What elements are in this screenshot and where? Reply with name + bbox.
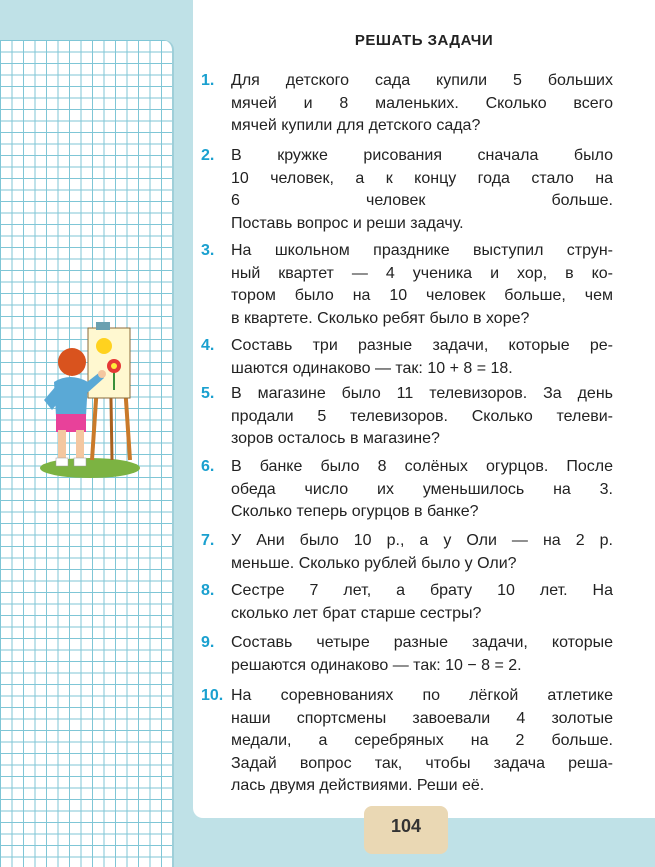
textbook-page	[193, 0, 655, 818]
task-number: 7.	[201, 532, 215, 549]
task-number: 1.	[201, 72, 215, 89]
task-line: В кружке рисования сначала было	[231, 147, 613, 164]
task-number: 2.	[201, 147, 215, 164]
task-line: мячей и 8 маленьких. Сколько всего	[231, 94, 613, 112]
task-line: ный квартет — 4 ученика и хор, в ко-	[231, 264, 613, 282]
page-title: РЕШАТЬ ЗАДАЧИ	[354, 32, 494, 49]
task-line: Поставь вопрос и реши задачу.	[231, 214, 464, 232]
task-line: 6 человек больше.	[231, 192, 613, 209]
task-line: Сколько теперь огурцов в банке?	[231, 503, 479, 520]
task-line: наши спортсмены завоевали 4 золотые	[231, 709, 613, 727]
task-line: зоров осталось в магазине?	[231, 430, 440, 447]
task-text	[231, 70, 613, 138]
task-number: 3.	[201, 242, 215, 259]
page-number-tab	[364, 806, 448, 854]
task-line: меньше. Сколько рублей было у Оли?	[231, 554, 517, 572]
task-line: продали 5 телевизоров. Сколько телеви-	[231, 407, 613, 425]
task-line: сколько лет брат старше сестры?	[231, 604, 482, 622]
task-number: 8.	[201, 582, 215, 599]
task-text	[231, 685, 613, 798]
task-line: На школьном празднике выступил струн-	[231, 242, 613, 259]
task-line: в квартете. Сколько ребят было в хоре?	[231, 309, 530, 327]
task-text	[231, 383, 613, 451]
task-text	[231, 580, 613, 625]
task-line: мячей купили для детского сада?	[231, 117, 481, 134]
task-line: Задай вопрос так, чтобы задача реша-	[231, 754, 613, 772]
task-line: решаются одинаково — так: 10 − 8 = 2.	[231, 656, 522, 674]
task-number: 10.	[201, 687, 224, 704]
task-number: 9.	[201, 634, 215, 651]
task-text	[231, 530, 613, 575]
task-text	[231, 632, 613, 677]
task-line: В банке было 8 солёных огурцов. После	[231, 458, 613, 475]
task-text	[231, 335, 613, 380]
task-number: 5.	[201, 385, 215, 402]
task-text	[231, 240, 613, 330]
task-line: На соревнованиях по лёгкой атлетике	[231, 687, 613, 704]
task-text	[231, 456, 613, 524]
task-line: тором было на 10 человек больше, чем	[231, 287, 613, 304]
task-line: обеда число их уменьшилось на 3.	[231, 480, 613, 498]
task-line: медали, а серебряных на 2 больше.	[231, 732, 613, 749]
task-line: Сестре 7 лет, а брату 10 лет. На	[231, 582, 613, 599]
grid-paper	[0, 40, 172, 867]
task-line: Для детского сада купили 5 больших	[231, 72, 613, 89]
task-text	[231, 145, 613, 235]
task-line: 10 человек, а к концу года стало на	[231, 169, 613, 187]
task-number: 4.	[201, 337, 215, 354]
grass-shape	[40, 458, 140, 478]
boy-painting-illustration	[30, 320, 145, 480]
task-line: У Ани было 10 р., а у Оли — на 2 р.	[231, 532, 613, 549]
task-number: 6.	[201, 458, 215, 475]
task-line: В магазине было 11 телевизоров. За день	[231, 385, 613, 402]
task-line: лась двумя действиями. Реши её.	[231, 777, 485, 794]
task-line: шаются одинаково — так: 10 + 8 = 18.	[231, 359, 513, 377]
task-line: Составь четыре разные задачи, которые	[231, 634, 613, 651]
page-number: 104	[390, 816, 422, 836]
task-line: Составь три разные задачи, которые ре-	[231, 337, 613, 354]
